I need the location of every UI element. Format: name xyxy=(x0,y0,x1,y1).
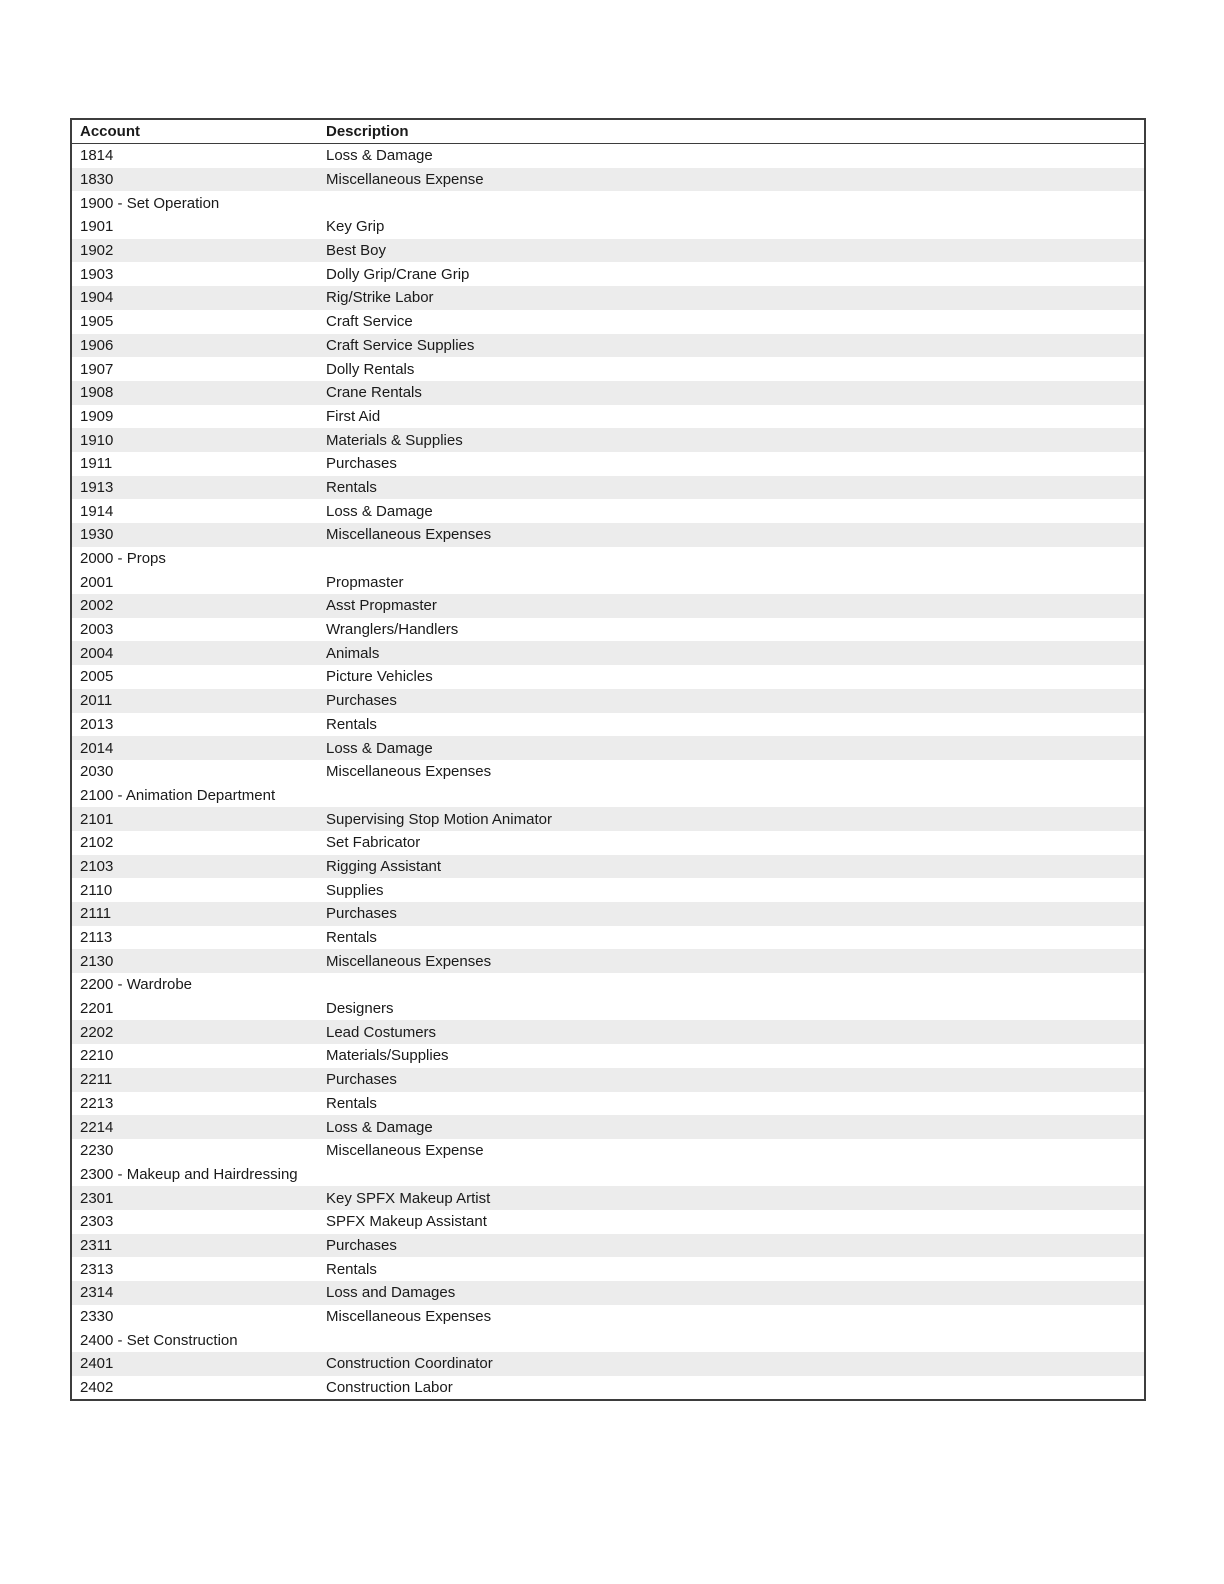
description-cell: Purchases xyxy=(326,905,397,923)
table-row xyxy=(72,1210,1144,1234)
account-cell: 2011 xyxy=(80,692,113,710)
section-row xyxy=(72,1163,1144,1187)
description-cell: Construction Labor xyxy=(326,1379,453,1397)
account-cell: 1814 xyxy=(80,147,114,165)
table-row xyxy=(72,1020,1144,1044)
table-row xyxy=(72,807,1144,831)
table-row xyxy=(72,428,1144,452)
description-cell: Rig/Strike Labor xyxy=(326,289,434,307)
section-row xyxy=(72,191,1144,215)
description-cell: Craft Service Supplies xyxy=(326,336,475,354)
section-row xyxy=(72,1328,1144,1352)
description-cell: Crane Rentals xyxy=(326,384,422,402)
table-row xyxy=(72,405,1144,429)
account-cell: 1913 xyxy=(80,478,114,496)
description-cell: Purchases xyxy=(326,692,397,710)
description-cell: Propmaster xyxy=(326,573,404,591)
description-cell: Miscellaneous Expense xyxy=(326,1142,484,1160)
table-row xyxy=(72,286,1144,310)
account-cell: 1930 xyxy=(80,526,114,544)
account-column-header: Account xyxy=(80,123,140,140)
description-cell: Rentals xyxy=(326,1094,377,1112)
description-cell: Loss & Damage xyxy=(326,147,433,165)
account-cell: 2103 xyxy=(80,857,114,875)
account-cell: 1905 xyxy=(80,313,114,331)
account-cell: 1911 xyxy=(80,455,113,473)
description-cell: Rentals xyxy=(326,715,377,733)
table-row xyxy=(72,1068,1144,1092)
description-cell: Miscellaneous Expenses xyxy=(326,526,492,544)
description-cell: Rigging Assistant xyxy=(326,857,442,875)
description-cell: Key SPFX Makeup Artist xyxy=(326,1189,491,1207)
account-cell: 2210 xyxy=(80,1047,114,1065)
account-cell: 2030 xyxy=(80,763,114,781)
description-cell: Supervising Stop Motion Animator xyxy=(326,810,552,828)
description-cell: Loss & Damage xyxy=(326,1118,433,1136)
account-cell: 2004 xyxy=(80,644,114,662)
section-label: 2200 - Wardrobe xyxy=(80,976,193,994)
section-row xyxy=(72,784,1144,808)
table-row xyxy=(72,665,1144,689)
description-cell: Dolly Grip/Crane Grip xyxy=(326,265,470,283)
account-cell: 2111 xyxy=(80,905,112,923)
table-row xyxy=(72,452,1144,476)
description-cell: Asst Propmaster xyxy=(326,597,437,615)
table-row xyxy=(72,902,1144,926)
description-cell: Picture Vehicles xyxy=(326,668,433,686)
account-table-body xyxy=(72,144,1144,1399)
section-label: 2100 - Animation Department xyxy=(80,786,276,804)
account-cell: 2313 xyxy=(80,1260,114,1278)
table-row xyxy=(72,381,1144,405)
account-cell: 2110 xyxy=(80,881,113,899)
table-header-row xyxy=(72,120,1144,144)
section-label: 1900 - Set Operation xyxy=(80,194,220,212)
account-cell: 2113 xyxy=(80,929,113,947)
account-cell: 1914 xyxy=(80,502,114,520)
table-row xyxy=(72,1044,1144,1068)
description-cell: Construction Coordinator xyxy=(326,1355,493,1373)
table-row xyxy=(72,1376,1144,1400)
description-cell: Rentals xyxy=(326,929,377,947)
account-cell: 2101 xyxy=(80,810,114,828)
description-cell: Purchases xyxy=(326,455,397,473)
description-cell: Lead Costumers xyxy=(326,1023,437,1041)
description-cell: Loss & Damage xyxy=(326,739,433,757)
description-cell: Craft Service xyxy=(326,313,413,331)
description-column-header: Description xyxy=(326,123,409,140)
table-row xyxy=(72,239,1144,263)
account-cell: 1830 xyxy=(80,171,114,189)
section-row xyxy=(72,547,1144,571)
table-row xyxy=(72,1139,1144,1163)
account-cell: 2201 xyxy=(80,1000,114,1018)
table-row xyxy=(72,997,1144,1021)
account-cell: 2130 xyxy=(80,952,114,970)
section-label: 2300 - Makeup and Hairdressing xyxy=(80,1165,298,1183)
table-row xyxy=(72,523,1144,547)
accounts-table xyxy=(70,118,1146,1401)
account-cell: 2213 xyxy=(80,1094,114,1112)
account-cell: 2214 xyxy=(80,1118,114,1136)
account-cell: 1908 xyxy=(80,384,114,402)
account-cell: 2001 xyxy=(80,573,114,591)
description-cell: Rentals xyxy=(326,1260,377,1278)
description-cell: Best Boy xyxy=(326,242,387,260)
table-row xyxy=(72,476,1144,500)
account-cell: 2014 xyxy=(80,739,114,757)
account-cell: 1903 xyxy=(80,265,114,283)
account-cell: 1910 xyxy=(80,431,114,449)
table-row xyxy=(72,1257,1144,1281)
description-cell: Miscellaneous Expenses xyxy=(326,763,492,781)
table-row xyxy=(72,641,1144,665)
account-cell: 2330 xyxy=(80,1308,114,1326)
account-cell: 2230 xyxy=(80,1142,114,1160)
description-cell: Materials/Supplies xyxy=(326,1047,449,1065)
description-cell: Set Fabricator xyxy=(326,834,421,852)
description-cell: Purchases xyxy=(326,1071,397,1089)
description-cell: Designers xyxy=(326,1000,394,1018)
description-cell: Materials & Supplies xyxy=(326,431,463,449)
table-row xyxy=(72,168,1144,192)
account-cell: 1902 xyxy=(80,242,114,260)
account-cell: 2301 xyxy=(80,1189,114,1207)
table-row xyxy=(72,334,1144,358)
account-cell: 2303 xyxy=(80,1213,114,1231)
account-cell: 2202 xyxy=(80,1023,114,1041)
table-row xyxy=(72,736,1144,760)
table-row xyxy=(72,1352,1144,1376)
section-label: 2400 - Set Construction xyxy=(80,1331,238,1349)
section-label: 2000 - Props xyxy=(80,550,166,568)
description-cell: SPFX Makeup Assistant xyxy=(326,1213,487,1231)
account-cell: 2314 xyxy=(80,1284,114,1302)
account-cell: 2402 xyxy=(80,1379,114,1397)
table-row xyxy=(72,1305,1144,1329)
account-cell: 1906 xyxy=(80,336,114,354)
description-cell: Animals xyxy=(326,644,380,662)
table-row xyxy=(72,570,1144,594)
table-row xyxy=(72,594,1144,618)
description-cell: Miscellaneous Expense xyxy=(326,171,484,189)
account-cell: 1904 xyxy=(80,289,114,307)
account-cell: 2311 xyxy=(80,1236,113,1254)
table-row xyxy=(72,855,1144,879)
description-cell: Supplies xyxy=(326,881,384,899)
table-row xyxy=(72,618,1144,642)
account-cell: 1907 xyxy=(80,360,114,378)
table-row xyxy=(72,831,1144,855)
description-cell: Purchases xyxy=(326,1236,397,1254)
table-row xyxy=(72,949,1144,973)
table-row xyxy=(72,1092,1144,1116)
table-row xyxy=(72,262,1144,286)
account-cell: 2005 xyxy=(80,668,114,686)
description-cell: First Aid xyxy=(326,407,381,425)
account-cell: 2002 xyxy=(80,597,114,615)
description-cell: Rentals xyxy=(326,478,377,496)
account-cell: 2102 xyxy=(80,834,114,852)
table-row xyxy=(72,215,1144,239)
table-row xyxy=(72,689,1144,713)
table-row xyxy=(72,713,1144,737)
table-row xyxy=(72,357,1144,381)
table-row xyxy=(72,1186,1144,1210)
table-row xyxy=(72,1281,1144,1305)
account-cell: 2003 xyxy=(80,621,114,639)
table-row xyxy=(72,499,1144,523)
account-cell: 1901 xyxy=(80,218,114,236)
description-cell: Wranglers/Handlers xyxy=(326,621,459,639)
table-row xyxy=(72,310,1144,334)
account-cell: 2013 xyxy=(80,715,114,733)
account-cell: 1909 xyxy=(80,407,114,425)
table-row xyxy=(72,760,1144,784)
description-cell: Loss and Damages xyxy=(326,1284,456,1302)
description-cell: Miscellaneous Expenses xyxy=(326,952,492,970)
table-row xyxy=(72,926,1144,950)
section-row xyxy=(72,973,1144,997)
table-row xyxy=(72,878,1144,902)
description-cell: Loss & Damage xyxy=(326,502,433,520)
description-cell: Miscellaneous Expenses xyxy=(326,1308,492,1326)
description-cell: Dolly Rentals xyxy=(326,360,415,378)
table-row xyxy=(72,1115,1144,1139)
table-row xyxy=(72,144,1144,168)
table-row xyxy=(72,1234,1144,1258)
account-cell: 2401 xyxy=(80,1355,114,1373)
description-cell: Key Grip xyxy=(326,218,385,236)
account-cell: 2211 xyxy=(80,1071,113,1089)
